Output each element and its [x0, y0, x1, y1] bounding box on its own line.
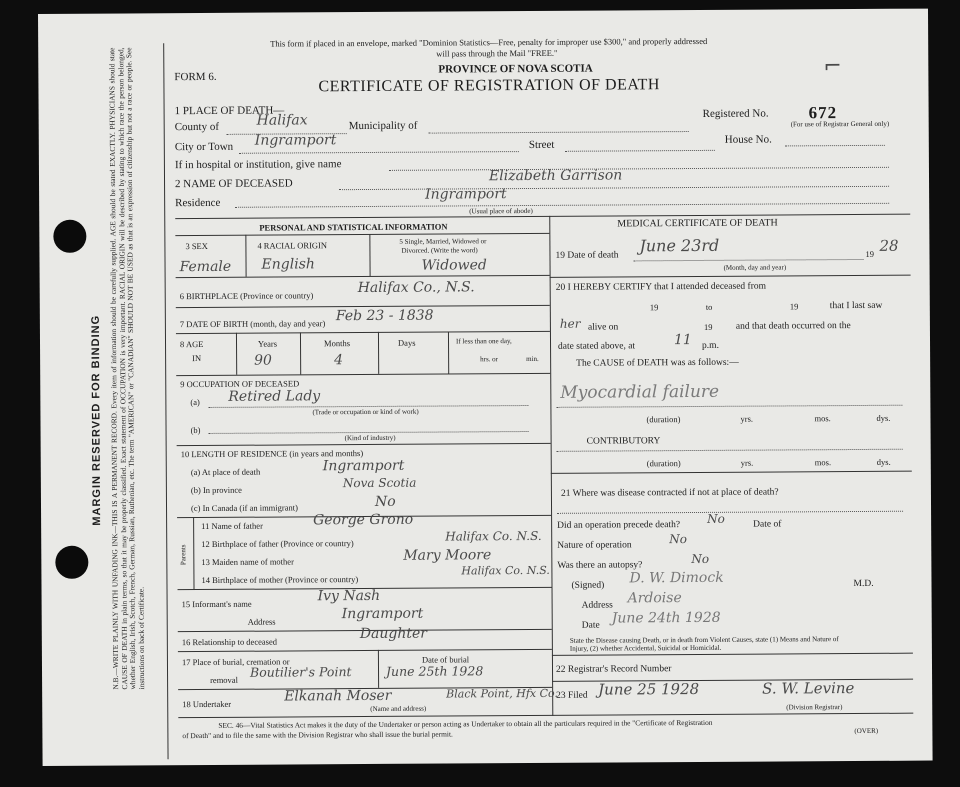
city-value: Ingramport [254, 132, 337, 149]
age-divider [236, 333, 237, 375]
personal-title-line [175, 233, 549, 236]
dys-label: dys. [876, 412, 891, 423]
burial-date-label: Date of burial [421, 654, 470, 665]
certify-to: to [705, 301, 713, 312]
cause-line [556, 405, 902, 408]
province-heading: PROVINCE OF NOVA SCOTIA [438, 62, 593, 76]
death-occurred-label: and that death occurred on the [735, 321, 851, 332]
medical-section-title: MEDICAL CERTIFICATE OF DEATH [617, 217, 778, 230]
residence-label: Residence [175, 196, 221, 210]
occupation-b-label: (b) [190, 425, 201, 436]
house-line [785, 145, 885, 147]
father-birthplace-label: 12 Birthplace of father (Province or country) [201, 538, 354, 550]
informant-address-value: Ingramport [341, 605, 424, 623]
undertaker-value: Elkanah Moser [284, 687, 392, 705]
racial-origin-label: 4 RACIAL ORIGIN [257, 240, 328, 251]
filed-date-value: June 25 1928 [598, 679, 700, 699]
death-certificate-form [38, 9, 933, 766]
cause-label: The CAUSE of DEATH was as follows:— [576, 357, 739, 369]
relationship-value: Daughter [359, 625, 428, 643]
row-line [176, 331, 550, 334]
sex-value: Female [179, 258, 232, 276]
parents-divider [193, 517, 194, 589]
operation-value: No [707, 511, 725, 526]
alive-prefix-value: her [559, 316, 581, 331]
birthplace-label: 6 BIRTHPLACE (Province or country) [179, 290, 314, 302]
center-divider [549, 216, 553, 716]
months-label: Months [323, 338, 351, 349]
sec46-line2: of Death" and to file the same with the Division Registrar who shall issue the burial permit. [182, 729, 453, 741]
signature-date-value: June 24th 1928 [611, 609, 721, 627]
informant-value: Ivy Nash [317, 587, 381, 605]
form-number: FORM 6. [174, 70, 217, 84]
punch-hole [53, 220, 86, 253]
date-stated-label: date stated above, at [558, 341, 636, 352]
personal-section-title: PERSONAL AND STATISTICAL INFORMATION [259, 221, 448, 233]
pm-label: p.m. [702, 340, 719, 351]
marital-label-2: Divorced. (Write the word) [401, 246, 478, 255]
alive-on-label: alive on [587, 322, 619, 333]
city-label: City or Town [174, 140, 234, 154]
dob-label: 7 DATE OF BIRTH (month, day and year) [179, 318, 326, 330]
informant-address-label: Address [247, 616, 276, 627]
dys-label-2: dys. [876, 456, 891, 467]
cause-value: Myocardial failure [560, 381, 720, 403]
nature-of-operation-label: Nature of operation [557, 540, 632, 551]
mother-birthplace-label: 14 Birthplace of mother (Province or country) [201, 574, 359, 586]
occupation-a-label: (a) [190, 397, 200, 408]
age-months-value: 4 [334, 352, 344, 369]
certify-saw: that I last saw [829, 300, 883, 312]
grid-bottom-line [178, 713, 913, 718]
county-value: Halifax [256, 112, 308, 129]
hospital-line [389, 167, 889, 171]
father-birthplace-value: Halifax Co. N.S. [445, 528, 542, 544]
age-in-label: IN [192, 353, 202, 364]
name-of-deceased-label: 2 NAME OF DECEASED [175, 177, 293, 191]
marital-status-value: Widowed [421, 257, 487, 274]
corner-mark: ⌐ [823, 54, 842, 80]
duration-label-2: (duration) [646, 458, 681, 469]
md-label: M.D. [853, 578, 874, 590]
municipality-label: Municipality of [348, 119, 418, 133]
name-line [339, 186, 889, 190]
contributory-line [557, 449, 903, 452]
age-label: 8 AGE [179, 338, 204, 350]
nature-of-operation-value: No [669, 532, 687, 547]
age-divider [300, 332, 301, 374]
mother-name-value: Mary Moore [403, 547, 492, 564]
binding-margin-label: MARGIN RESERVED FOR BINDING [89, 314, 104, 526]
punch-hole [55, 546, 88, 579]
physician-address-label: Address [581, 600, 613, 611]
state-note-2: Injury, (2) whether Accidental, Suicidal or Homicidal. [569, 643, 722, 653]
row-line [176, 373, 550, 376]
county-label: County of [174, 120, 220, 134]
sex-divider [245, 235, 246, 277]
division-registrar-note: (Division Registrar) [786, 703, 843, 712]
med-row-line [551, 471, 912, 474]
operation-label: Did an operation precede death? [557, 520, 681, 531]
relationship-label: 16 Relationship to deceased [181, 636, 278, 648]
certify-label: 20 I HEREBY CERTIFY that I attended deceased from [555, 281, 767, 293]
occupation-label: 9 OCCUPATION OF DECEASED [180, 378, 300, 390]
res-c-label: (c) In Canada (if an immigrant) [190, 502, 298, 514]
res-c-value: No [374, 493, 396, 510]
registered-note: (For use of Registrar General only) [790, 119, 890, 129]
burial-place-value: Boutilier's Point [249, 664, 352, 680]
age-divider [378, 332, 379, 374]
signature-date-label: Date [581, 620, 600, 631]
over-label: (OVER) [854, 726, 879, 736]
removal-label: removal [210, 674, 238, 685]
res-b-label: (b) In province [190, 484, 242, 496]
res-a-label: (a) At place of death [190, 466, 261, 478]
undertaker-label: 18 Undertaker [182, 698, 232, 710]
alive-19: 19 [703, 321, 713, 332]
years-label: Years [257, 338, 278, 349]
operation-date-label: Date of [753, 519, 782, 530]
date-of-death-value: June 23rd [639, 235, 720, 256]
municipality-line [429, 131, 689, 134]
physician-address-value: Ardoise [627, 590, 682, 607]
date-of-death-label: 19 Date of death [555, 250, 619, 261]
racial-origin-value: English [261, 256, 315, 273]
registrar-signature: S. W. Levine [762, 679, 855, 698]
length-of-residence-label: 10 LENGTH OF RESIDENCE (in years and months) [180, 448, 364, 460]
certify-19a: 19 [649, 302, 659, 313]
row-line [177, 443, 551, 446]
days-label: Days [397, 337, 416, 348]
death-date-line [634, 259, 864, 261]
mother-birthplace-value: Halifax Co. N.S. [461, 563, 550, 578]
contracted-label: 21 Where was disease contracted if not at place of death? [560, 487, 779, 499]
mother-name-label: 13 Maiden name of mother [201, 556, 294, 568]
age-divider [448, 331, 449, 373]
hospital-label: If in hospital or institution, give name [174, 158, 342, 172]
street-line [565, 150, 715, 152]
occupation-a-value: Retired Lady [228, 388, 321, 405]
mail-notice-line1: This form if placed in an envelope, marked "Dominion Statistics—Free, penalty for improper use $300," and properly addressed [270, 35, 708, 49]
duration-label: (duration) [646, 414, 681, 425]
age-years-value: 90 [254, 352, 272, 369]
burial-label: 17 Place of burial, cremation or [181, 656, 290, 668]
registered-number: 672 [808, 103, 838, 123]
mos-label-2: mos. [814, 457, 832, 468]
city-line [239, 151, 519, 154]
house-label: House No. [724, 133, 772, 146]
res-a-value: Ingramport [322, 457, 405, 475]
residence-value: Ingramport [425, 186, 507, 203]
registered-label: Registered No. [702, 107, 769, 120]
grid-top-line [175, 214, 910, 219]
med-row-line [550, 275, 911, 278]
undertaker-note: (Name and address) [370, 704, 427, 713]
min-label: min. [526, 354, 539, 364]
margin-instructions: N.B.—WRITE PLAINLY WITH UNFADING INK—THIS IS A PERMANENT RECORD. Every item of information should be carefully supplied. AGE should be stated EXACTLY. PHYSICIANS should state CAUSE OF DEATH in plain terms, so that it may be properly classified. Exact statement of OCCUPATION is very important. RACIAL ORIGIN will be described by stating to which race the person belonged, whether English, Irish, Scotch, French, German, Russian, Ruthenian, etc. The term "AMERICAN" or "CANADIAN" SHOULD NOT BE USED as that is an expression of citizenship but not a race or people. See instructions on back of Certificate. [107, 47, 146, 690]
filed-label: 23 Filed [556, 690, 588, 701]
autopsy-value: No [691, 551, 710, 567]
state-note-1: State the Disease causing Death, or in death from Violent Causes, state (1) Means and Nature of [569, 635, 839, 645]
death-year-value: 28 [879, 236, 899, 255]
deceased-name-value: Elizabeth Garrison [488, 167, 623, 185]
occupation-b-note: (Kind of industry) [344, 433, 396, 443]
place-of-death-label: 1 PLACE OF DEATH— [174, 104, 285, 118]
racial-divider [369, 234, 370, 276]
death-year-prefix: 19 [865, 248, 875, 259]
occupation-a-note: (Trade or occupation or kind of work) [312, 407, 419, 417]
sec46-line1: SEC. 46—Vital Statistics Act makes it the duty of the Undertaker or person acting as Undertaker to obtain all the particulars required in the "Certificate of Registration [218, 717, 713, 730]
row-line [176, 275, 550, 278]
burial-date-value: June 25th 1928 [385, 663, 484, 679]
row-line [178, 649, 552, 652]
certificate-title: CERTIFICATE OF REGISTRATION OF DEATH [318, 76, 660, 96]
birthplace-value: Halifax Co., N.S. [357, 279, 475, 297]
date-stated-value: 11 [673, 332, 692, 349]
death-date-note: (Month, day and year) [723, 263, 787, 272]
burial-divider [378, 650, 379, 688]
father-name-label: 11 Name of father [201, 520, 263, 532]
mos-label: mos. [814, 413, 831, 424]
residence-note: (Usual place of abode) [469, 206, 533, 216]
dob-value: Feb 23 - 1838 [335, 307, 434, 325]
physician-signature: D. W. Dimock [629, 569, 724, 587]
marital-label-1: 5 Single, Married, Widowed or [399, 237, 487, 246]
autopsy-label: Was there an autopsy? [557, 560, 643, 571]
less-than-day-label: If less than one day, [455, 337, 512, 346]
hrs-label: hrs. or [480, 355, 499, 364]
undertaker-address-value: Black Point, Hfx Co. [446, 686, 558, 701]
parents-label: Parents [179, 544, 188, 566]
certify-19b: 19 [789, 301, 799, 312]
signed-label: (Signed) [571, 580, 605, 591]
father-name-value: George Grono [313, 511, 414, 529]
street-label: Street [528, 138, 555, 152]
contributory-label: CONTRIBUTORY [586, 436, 661, 447]
registrar-record-label: 22 Registrar's Record Number [555, 664, 672, 675]
yrs-label: yrs. [740, 413, 754, 424]
informant-label: 15 Informant's name [181, 598, 252, 610]
contracted-line [557, 511, 903, 514]
res-b-value: Nova Scotia [342, 475, 417, 491]
sex-label: 3 SEX [185, 240, 208, 252]
mail-notice-line2: will pass through the Mail "FREE." [436, 47, 558, 59]
residence-line [235, 203, 889, 208]
med-row-line [552, 653, 913, 656]
yrs-label-2: yrs. [740, 457, 754, 468]
